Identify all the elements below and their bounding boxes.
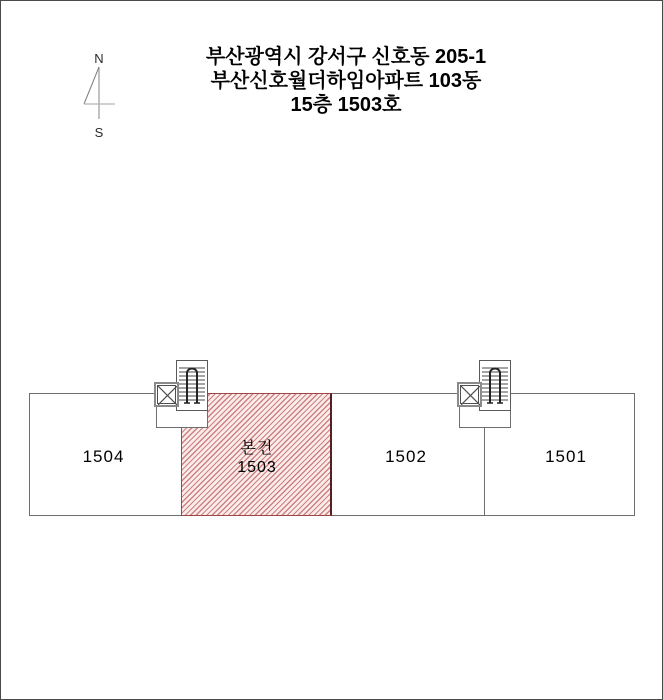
- staircase-icon: [176, 360, 208, 411]
- north-arrow-icon: [75, 47, 123, 141]
- unit-label-1502: [356, 447, 456, 466]
- unit-number: 1503: [237, 459, 277, 476]
- elevator-icon: [154, 382, 179, 407]
- unit-label-1501: [516, 447, 616, 466]
- elevator-icon: [457, 382, 482, 407]
- compass-south-label: S: [94, 125, 104, 140]
- unit-label-1503: [207, 439, 307, 477]
- compass-north-label: N: [94, 51, 104, 66]
- title-line-unit: 15층 1503호: [290, 94, 402, 116]
- unit-label-1504: [56, 447, 151, 466]
- title-line-address: 부산광역시 강서구 신호동 205-1: [205, 46, 487, 68]
- unit-number: 1501: [545, 447, 587, 466]
- staircase-icon: [479, 360, 511, 411]
- unit-divider-line: [484, 428, 485, 516]
- subject-property-tag: 본건: [240, 440, 274, 457]
- unit-number: 1504: [82, 447, 125, 466]
- page-title: [151, 45, 541, 117]
- title-line-building: 부산신호월더하임아파트 103동: [210, 70, 482, 92]
- unit-number: 1502: [385, 447, 427, 466]
